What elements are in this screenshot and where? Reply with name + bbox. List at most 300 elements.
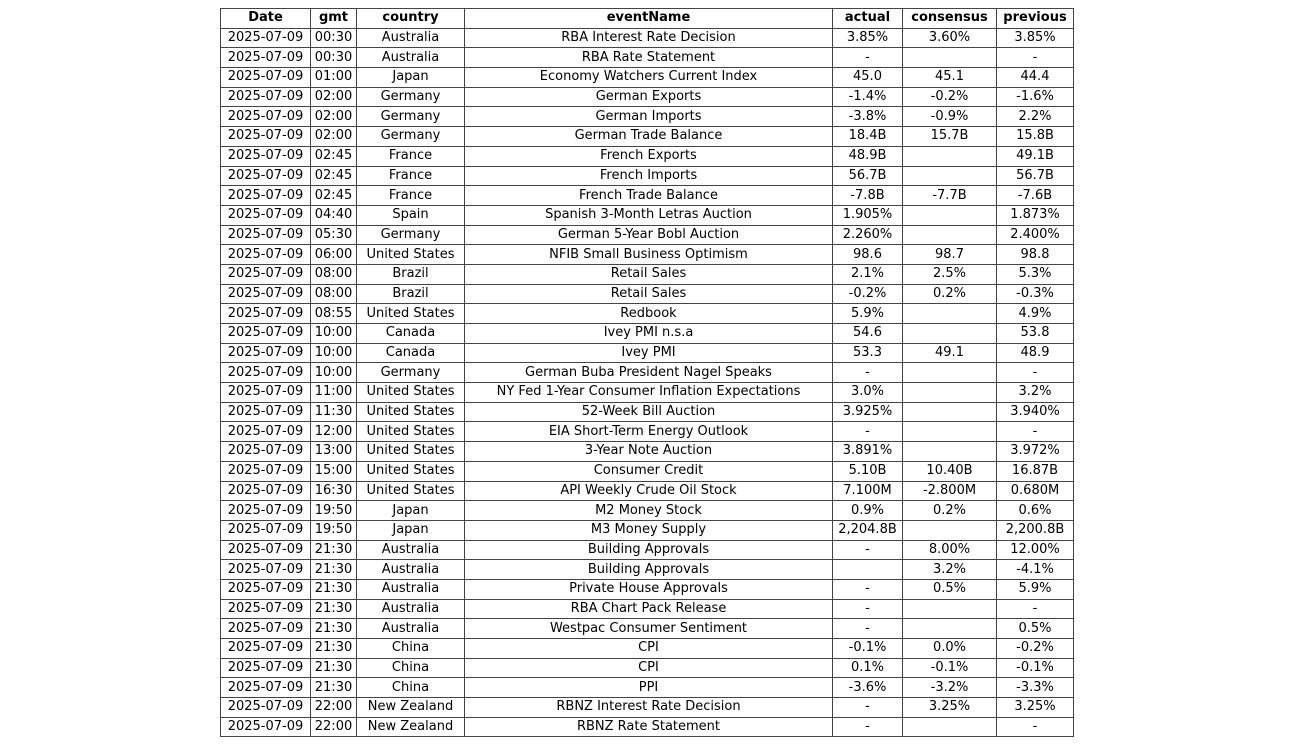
- column-header-gmt: gmt: [311, 9, 357, 29]
- table-row: [221, 678, 1074, 698]
- cell-consensus: -0.2%: [903, 87, 997, 107]
- cell-event-name: RBA Chart Pack Release: [465, 599, 833, 619]
- cell-date: 2025-07-09: [221, 442, 311, 462]
- table-row: [221, 304, 1074, 324]
- column-header-event-name: eventName: [465, 9, 833, 29]
- cell-country: China: [357, 678, 465, 698]
- cell-gmt: 08:00: [311, 284, 357, 304]
- cell-actual: 0.9%: [833, 501, 903, 521]
- cell-date: 2025-07-09: [221, 363, 311, 383]
- cell-gmt: 04:40: [311, 205, 357, 225]
- table-row: [221, 560, 1074, 580]
- cell-country: Brazil: [357, 284, 465, 304]
- table-row: [221, 324, 1074, 344]
- cell-consensus: [903, 442, 997, 462]
- cell-country: Germany: [357, 107, 465, 127]
- cell-actual: 54.6: [833, 324, 903, 344]
- cell-date: 2025-07-09: [221, 579, 311, 599]
- cell-date: 2025-07-09: [221, 68, 311, 88]
- cell-date: 2025-07-09: [221, 461, 311, 481]
- cell-country: Spain: [357, 205, 465, 225]
- cell-actual: 48.9B: [833, 146, 903, 166]
- cell-previous: 5.9%: [997, 579, 1074, 599]
- cell-country: New Zealand: [357, 698, 465, 718]
- cell-date: 2025-07-09: [221, 343, 311, 363]
- cell-gmt: 01:00: [311, 68, 357, 88]
- cell-previous: 48.9: [997, 343, 1074, 363]
- cell-event-name: PPI: [465, 678, 833, 698]
- table-row: [221, 619, 1074, 639]
- table-row: [221, 599, 1074, 619]
- cell-event-name: Consumer Credit: [465, 461, 833, 481]
- cell-country: Canada: [357, 343, 465, 363]
- cell-date: 2025-07-09: [221, 186, 311, 206]
- cell-previous: -4.1%: [997, 560, 1074, 580]
- cell-gmt: 10:00: [311, 343, 357, 363]
- cell-event-name: M3 Money Supply: [465, 520, 833, 540]
- cell-country: United States: [357, 442, 465, 462]
- cell-previous: 4.9%: [997, 304, 1074, 324]
- cell-gmt: 13:00: [311, 442, 357, 462]
- cell-actual: 1.905%: [833, 205, 903, 225]
- cell-gmt: 21:30: [311, 560, 357, 580]
- column-header-actual: actual: [833, 9, 903, 29]
- cell-gmt: 02:00: [311, 107, 357, 127]
- cell-gmt: 19:50: [311, 520, 357, 540]
- table-row: [221, 383, 1074, 403]
- cell-country: United States: [357, 402, 465, 422]
- cell-date: 2025-07-09: [221, 304, 311, 324]
- cell-gmt: 19:50: [311, 501, 357, 521]
- cell-actual: -: [833, 579, 903, 599]
- cell-consensus: 0.0%: [903, 639, 997, 659]
- cell-actual: -0.1%: [833, 639, 903, 659]
- cell-previous: 3.2%: [997, 383, 1074, 403]
- cell-gmt: 21:30: [311, 619, 357, 639]
- cell-actual: 18.4B: [833, 127, 903, 147]
- cell-gmt: 21:30: [311, 540, 357, 560]
- cell-gmt: 10:00: [311, 363, 357, 383]
- cell-gmt: 21:30: [311, 579, 357, 599]
- cell-consensus: [903, 619, 997, 639]
- cell-actual: 3.0%: [833, 383, 903, 403]
- cell-event-name: Ivey PMI n.s.a: [465, 324, 833, 344]
- cell-previous: 49.1B: [997, 146, 1074, 166]
- cell-country: Australia: [357, 540, 465, 560]
- cell-date: 2025-07-09: [221, 658, 311, 678]
- economic-calendar-table: [220, 8, 1074, 737]
- cell-actual: -: [833, 599, 903, 619]
- cell-country: China: [357, 639, 465, 659]
- cell-date: 2025-07-09: [221, 383, 311, 403]
- cell-event-name: Building Approvals: [465, 560, 833, 580]
- table-row: [221, 540, 1074, 560]
- table-row: [221, 205, 1074, 225]
- cell-consensus: [903, 304, 997, 324]
- table-row: [221, 698, 1074, 718]
- column-header-country: country: [357, 9, 465, 29]
- cell-event-name: API Weekly Crude Oil Stock: [465, 481, 833, 501]
- cell-date: 2025-07-09: [221, 324, 311, 344]
- cell-consensus: -3.2%: [903, 678, 997, 698]
- cell-actual: -: [833, 540, 903, 560]
- cell-actual: 98.6: [833, 245, 903, 265]
- cell-actual: 7.100M: [833, 481, 903, 501]
- table-row: [221, 658, 1074, 678]
- cell-gmt: 12:00: [311, 422, 357, 442]
- cell-actual: 3.925%: [833, 402, 903, 422]
- cell-gmt: 21:30: [311, 599, 357, 619]
- cell-gmt: 22:00: [311, 717, 357, 737]
- cell-event-name: German 5-Year Bobl Auction: [465, 225, 833, 245]
- cell-country: France: [357, 186, 465, 206]
- cell-previous: -0.1%: [997, 658, 1074, 678]
- cell-gmt: 02:45: [311, 186, 357, 206]
- cell-country: Japan: [357, 520, 465, 540]
- cell-gmt: 21:30: [311, 658, 357, 678]
- table-row: [221, 28, 1074, 48]
- cell-consensus: [903, 48, 997, 68]
- cell-previous: 0.5%: [997, 619, 1074, 639]
- cell-date: 2025-07-09: [221, 501, 311, 521]
- cell-date: 2025-07-09: [221, 166, 311, 186]
- cell-event-name: French Imports: [465, 166, 833, 186]
- cell-country: France: [357, 146, 465, 166]
- cell-event-name: Private House Approvals: [465, 579, 833, 599]
- cell-consensus: 3.25%: [903, 698, 997, 718]
- cell-gmt: 00:30: [311, 28, 357, 48]
- cell-consensus: [903, 166, 997, 186]
- cell-date: 2025-07-09: [221, 560, 311, 580]
- table-row: [221, 166, 1074, 186]
- cell-date: 2025-07-09: [221, 678, 311, 698]
- cell-consensus: [903, 402, 997, 422]
- cell-consensus: 3.60%: [903, 28, 997, 48]
- cell-previous: 56.7B: [997, 166, 1074, 186]
- table-row: [221, 68, 1074, 88]
- cell-country: Japan: [357, 68, 465, 88]
- cell-actual: 45.0: [833, 68, 903, 88]
- cell-event-name: German Exports: [465, 87, 833, 107]
- cell-actual: -3.6%: [833, 678, 903, 698]
- cell-previous: 53.8: [997, 324, 1074, 344]
- cell-country: United States: [357, 481, 465, 501]
- cell-country: Australia: [357, 28, 465, 48]
- cell-date: 2025-07-09: [221, 402, 311, 422]
- cell-consensus: -2.800M: [903, 481, 997, 501]
- cell-previous: -: [997, 422, 1074, 442]
- table-row: [221, 87, 1074, 107]
- cell-actual: -: [833, 363, 903, 383]
- cell-actual: 3.891%: [833, 442, 903, 462]
- cell-country: Australia: [357, 560, 465, 580]
- cell-country: United States: [357, 383, 465, 403]
- cell-actual: 2.1%: [833, 264, 903, 284]
- cell-actual: -1.4%: [833, 87, 903, 107]
- table-row: [221, 717, 1074, 737]
- cell-date: 2025-07-09: [221, 28, 311, 48]
- cell-event-name: German Trade Balance: [465, 127, 833, 147]
- cell-consensus: 8.00%: [903, 540, 997, 560]
- cell-gmt: 22:00: [311, 698, 357, 718]
- cell-previous: -: [997, 363, 1074, 383]
- cell-country: Germany: [357, 363, 465, 383]
- cell-previous: -: [997, 48, 1074, 68]
- table-row: [221, 520, 1074, 540]
- cell-consensus: [903, 717, 997, 737]
- cell-previous: 2,200.8B: [997, 520, 1074, 540]
- cell-event-name: Retail Sales: [465, 264, 833, 284]
- cell-event-name: CPI: [465, 639, 833, 659]
- cell-country: Canada: [357, 324, 465, 344]
- cell-date: 2025-07-09: [221, 245, 311, 265]
- cell-event-name: German Imports: [465, 107, 833, 127]
- cell-actual: 56.7B: [833, 166, 903, 186]
- column-header-consensus: consensus: [903, 9, 997, 29]
- cell-actual: 3.85%: [833, 28, 903, 48]
- cell-previous: 12.00%: [997, 540, 1074, 560]
- cell-event-name: RBA Rate Statement: [465, 48, 833, 68]
- header-row: [221, 9, 1074, 29]
- cell-consensus: 49.1: [903, 343, 997, 363]
- table-row: [221, 481, 1074, 501]
- cell-previous: 1.873%: [997, 205, 1074, 225]
- cell-consensus: [903, 422, 997, 442]
- cell-gmt: 21:30: [311, 678, 357, 698]
- cell-previous: 3.85%: [997, 28, 1074, 48]
- cell-event-name: M2 Money Stock: [465, 501, 833, 521]
- cell-consensus: 0.2%: [903, 284, 997, 304]
- cell-previous: 0.6%: [997, 501, 1074, 521]
- cell-consensus: [903, 363, 997, 383]
- cell-previous: -: [997, 599, 1074, 619]
- cell-country: Australia: [357, 579, 465, 599]
- cell-previous: 5.3%: [997, 264, 1074, 284]
- cell-event-name: Westpac Consumer Sentiment: [465, 619, 833, 639]
- cell-gmt: 11:30: [311, 402, 357, 422]
- cell-country: Australia: [357, 599, 465, 619]
- cell-consensus: -0.9%: [903, 107, 997, 127]
- cell-actual: 2,204.8B: [833, 520, 903, 540]
- cell-date: 2025-07-09: [221, 698, 311, 718]
- cell-event-name: 52-Week Bill Auction: [465, 402, 833, 422]
- cell-gmt: 02:00: [311, 127, 357, 147]
- cell-country: Australia: [357, 619, 465, 639]
- cell-event-name: Spanish 3-Month Letras Auction: [465, 205, 833, 225]
- table-row: [221, 442, 1074, 462]
- cell-country: Australia: [357, 48, 465, 68]
- table-row: [221, 461, 1074, 481]
- cell-event-name: RBNZ Interest Rate Decision: [465, 698, 833, 718]
- cell-event-name: NFIB Small Business Optimism: [465, 245, 833, 265]
- cell-date: 2025-07-09: [221, 619, 311, 639]
- cell-date: 2025-07-09: [221, 225, 311, 245]
- cell-consensus: [903, 205, 997, 225]
- table-row: [221, 579, 1074, 599]
- cell-consensus: [903, 520, 997, 540]
- cell-date: 2025-07-09: [221, 639, 311, 659]
- cell-country: Germany: [357, 87, 465, 107]
- column-header-previous: previous: [997, 9, 1074, 29]
- cell-actual: 5.9%: [833, 304, 903, 324]
- economic-calendar-table-container: [220, 8, 1074, 737]
- cell-gmt: 08:00: [311, 264, 357, 284]
- cell-gmt: 02:45: [311, 166, 357, 186]
- table-row: [221, 343, 1074, 363]
- cell-country: Japan: [357, 501, 465, 521]
- cell-country: China: [357, 658, 465, 678]
- table-row: [221, 225, 1074, 245]
- cell-country: United States: [357, 461, 465, 481]
- cell-actual: -: [833, 619, 903, 639]
- table-body: [221, 28, 1074, 737]
- cell-previous: 3.25%: [997, 698, 1074, 718]
- cell-date: 2025-07-09: [221, 107, 311, 127]
- cell-actual: -0.2%: [833, 284, 903, 304]
- cell-previous: -0.2%: [997, 639, 1074, 659]
- cell-consensus: [903, 324, 997, 344]
- cell-previous: -0.3%: [997, 284, 1074, 304]
- cell-country: United States: [357, 245, 465, 265]
- cell-event-name: CPI: [465, 658, 833, 678]
- table-row: [221, 422, 1074, 442]
- table-header: [221, 9, 1074, 29]
- table-row: [221, 639, 1074, 659]
- cell-date: 2025-07-09: [221, 146, 311, 166]
- cell-gmt: 21:30: [311, 639, 357, 659]
- cell-date: 2025-07-09: [221, 205, 311, 225]
- cell-event-name: Retail Sales: [465, 284, 833, 304]
- cell-event-name: German Buba President Nagel Speaks: [465, 363, 833, 383]
- cell-country: Germany: [357, 225, 465, 245]
- cell-date: 2025-07-09: [221, 540, 311, 560]
- cell-event-name: EIA Short-Term Energy Outlook: [465, 422, 833, 442]
- cell-actual: 5.10B: [833, 461, 903, 481]
- cell-country: France: [357, 166, 465, 186]
- cell-date: 2025-07-09: [221, 481, 311, 501]
- cell-previous: 16.87B: [997, 461, 1074, 481]
- cell-consensus: 3.2%: [903, 560, 997, 580]
- cell-country: Germany: [357, 127, 465, 147]
- cell-previous: 44.4: [997, 68, 1074, 88]
- cell-date: 2025-07-09: [221, 127, 311, 147]
- cell-consensus: -7.7B: [903, 186, 997, 206]
- cell-consensus: [903, 146, 997, 166]
- table-row: [221, 107, 1074, 127]
- cell-previous: 3.940%: [997, 402, 1074, 422]
- cell-actual: -: [833, 48, 903, 68]
- cell-actual: -7.8B: [833, 186, 903, 206]
- table-row: [221, 186, 1074, 206]
- cell-previous: -: [997, 717, 1074, 737]
- cell-date: 2025-07-09: [221, 264, 311, 284]
- cell-consensus: 2.5%: [903, 264, 997, 284]
- cell-previous: 0.680M: [997, 481, 1074, 501]
- cell-consensus: 0.2%: [903, 501, 997, 521]
- cell-consensus: [903, 599, 997, 619]
- cell-consensus: 45.1: [903, 68, 997, 88]
- cell-consensus: 98.7: [903, 245, 997, 265]
- cell-consensus: 10.40B: [903, 461, 997, 481]
- cell-consensus: 0.5%: [903, 579, 997, 599]
- cell-date: 2025-07-09: [221, 717, 311, 737]
- cell-event-name: French Exports: [465, 146, 833, 166]
- cell-actual: -: [833, 717, 903, 737]
- cell-event-name: RBA Interest Rate Decision: [465, 28, 833, 48]
- cell-actual: [833, 560, 903, 580]
- cell-actual: -: [833, 698, 903, 718]
- cell-consensus: 15.7B: [903, 127, 997, 147]
- column-header-date: Date: [221, 9, 311, 29]
- cell-gmt: 16:30: [311, 481, 357, 501]
- cell-previous: -1.6%: [997, 87, 1074, 107]
- cell-gmt: 02:45: [311, 146, 357, 166]
- table-row: [221, 127, 1074, 147]
- cell-actual: 53.3: [833, 343, 903, 363]
- cell-previous: -3.3%: [997, 678, 1074, 698]
- cell-actual: 2.260%: [833, 225, 903, 245]
- cell-date: 2025-07-09: [221, 520, 311, 540]
- cell-previous: 3.972%: [997, 442, 1074, 462]
- table-row: [221, 146, 1074, 166]
- cell-event-name: 3-Year Note Auction: [465, 442, 833, 462]
- cell-date: 2025-07-09: [221, 87, 311, 107]
- cell-consensus: -0.1%: [903, 658, 997, 678]
- cell-previous: -7.6B: [997, 186, 1074, 206]
- cell-event-name: NY Fed 1-Year Consumer Inflation Expectations: [465, 383, 833, 403]
- table-row: [221, 363, 1074, 383]
- cell-gmt: 10:00: [311, 324, 357, 344]
- cell-previous: 2.400%: [997, 225, 1074, 245]
- cell-actual: -: [833, 422, 903, 442]
- cell-event-name: Ivey PMI: [465, 343, 833, 363]
- cell-previous: 15.8B: [997, 127, 1074, 147]
- table-row: [221, 402, 1074, 422]
- cell-actual: 0.1%: [833, 658, 903, 678]
- table-row: [221, 245, 1074, 265]
- cell-event-name: French Trade Balance: [465, 186, 833, 206]
- cell-consensus: [903, 225, 997, 245]
- cell-event-name: Economy Watchers Current Index: [465, 68, 833, 88]
- cell-date: 2025-07-09: [221, 284, 311, 304]
- cell-event-name: RBNZ Rate Statement: [465, 717, 833, 737]
- cell-previous: 98.8: [997, 245, 1074, 265]
- cell-gmt: 00:30: [311, 48, 357, 68]
- cell-gmt: 11:00: [311, 383, 357, 403]
- cell-actual: -3.8%: [833, 107, 903, 127]
- table-row: [221, 48, 1074, 68]
- table-row: [221, 264, 1074, 284]
- cell-country: United States: [357, 304, 465, 324]
- cell-date: 2025-07-09: [221, 48, 311, 68]
- table-row: [221, 284, 1074, 304]
- cell-country: New Zealand: [357, 717, 465, 737]
- cell-gmt: 02:00: [311, 87, 357, 107]
- cell-gmt: 05:30: [311, 225, 357, 245]
- cell-country: Brazil: [357, 264, 465, 284]
- cell-gmt: 08:55: [311, 304, 357, 324]
- cell-country: United States: [357, 422, 465, 442]
- cell-event-name: Redbook: [465, 304, 833, 324]
- cell-event-name: Building Approvals: [465, 540, 833, 560]
- table-row: [221, 501, 1074, 521]
- cell-consensus: [903, 383, 997, 403]
- cell-gmt: 06:00: [311, 245, 357, 265]
- cell-gmt: 15:00: [311, 461, 357, 481]
- cell-date: 2025-07-09: [221, 422, 311, 442]
- cell-previous: 2.2%: [997, 107, 1074, 127]
- cell-date: 2025-07-09: [221, 599, 311, 619]
